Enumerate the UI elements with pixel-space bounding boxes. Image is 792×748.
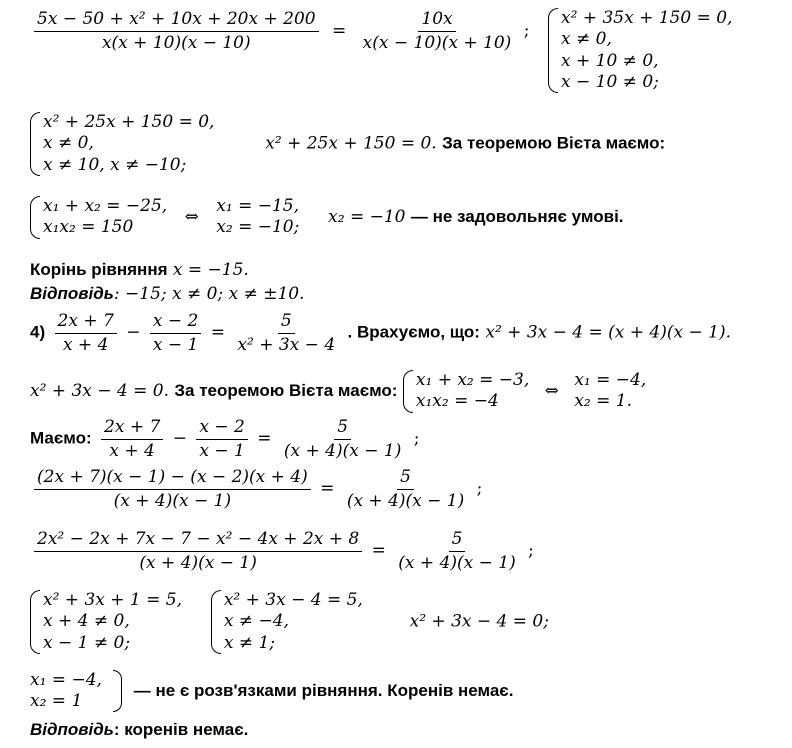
step-3-equation	[30, 530, 534, 572]
denominator: x + 4	[109, 440, 155, 461]
system-b	[211, 590, 363, 654]
system-line: x² + 3x + 1 = 5,	[43, 590, 182, 610]
have-label: Маємо:	[30, 428, 92, 448]
root-line: x₁ = −4,	[574, 370, 647, 390]
minus-sign: −	[172, 428, 187, 449]
denominator: x(x − 10)(x + 10)	[362, 32, 512, 53]
root-line: x₂ = 1	[30, 691, 83, 712]
vieta-block-2	[30, 370, 646, 413]
root-label: Корінь рівняння	[30, 260, 168, 279]
answer-text: : −15; x ≠ 0; x ≠ ±10.	[113, 284, 305, 304]
factorization-note: . Врахуємо, що:	[347, 322, 480, 342]
fraction	[196, 418, 247, 460]
left-brace	[403, 370, 413, 413]
fraction	[34, 468, 311, 510]
system-line: x² + 3x − 4 = 5,	[223, 590, 363, 610]
root-value: x = −15.	[172, 260, 249, 280]
system-line: x₁ + x₂ = −3,	[415, 370, 530, 390]
vieta-text: За теоремою Вієта маємо:	[174, 380, 398, 400]
roots	[216, 196, 299, 239]
system-line: x ≠ −4,	[223, 611, 289, 632]
conclusion-text: — не є розв'язками рівняння. Коренів немає.	[133, 680, 514, 700]
system-line: x ≠ 10, x ≠ −10;	[43, 154, 187, 175]
system-line: x₁ + x₂ = −25,	[43, 196, 168, 216]
part-number: 4)	[30, 322, 46, 342]
denominator: (x + 4)(x − 1)	[398, 552, 516, 573]
roots	[574, 370, 646, 413]
system-line: x − 10 ≠ 0;	[561, 71, 659, 92]
denominator: x + 4	[62, 334, 109, 355]
numerator: 2x + 7	[55, 312, 117, 334]
systems-row	[30, 590, 549, 654]
numerator: 5	[278, 312, 295, 334]
separator: ;	[476, 478, 483, 499]
minus-sign: −	[126, 322, 141, 343]
separator: ;	[528, 540, 534, 561]
equals-sign: =	[332, 20, 347, 41]
answer-1	[30, 284, 305, 304]
final-conclusion	[30, 670, 513, 713]
equals-sign: =	[257, 428, 272, 449]
denominator: x − 1	[199, 440, 245, 461]
equals-sign: =	[320, 478, 335, 499]
system-line: x + 10 ≠ 0,	[561, 50, 659, 71]
system-line: x² + 35x + 150 = 0,	[561, 8, 733, 28]
numerator: 5	[334, 418, 351, 440]
numerator: x − 2	[196, 418, 247, 440]
rejected-note: — не задовольняє умові.	[410, 206, 624, 226]
vieta-text: За теоремою Вієта маємо:	[442, 133, 666, 153]
right-brace	[113, 670, 122, 712]
equals-sign: =	[371, 540, 386, 561]
roots	[30, 670, 102, 713]
equation-block-3	[30, 196, 624, 239]
have-equation	[30, 418, 419, 460]
fraction	[34, 530, 362, 572]
vieta-system	[30, 196, 167, 239]
fraction	[344, 468, 467, 510]
system-a	[30, 590, 182, 654]
system-line: x ≠ 1;	[223, 632, 275, 653]
numerator: 5	[449, 530, 466, 552]
equation-block-1	[30, 10, 529, 52]
system-line: x + 4 ≠ 0,	[43, 611, 130, 632]
fraction-right	[360, 10, 515, 52]
fraction	[55, 312, 117, 354]
reduced-equation: x² + 3x − 4 = 0;	[409, 611, 549, 632]
denominator: (x + 4)(x − 1)	[283, 440, 402, 461]
fraction	[150, 312, 201, 354]
root-line: x₁ = −15,	[216, 196, 299, 216]
equals-sign: =	[210, 322, 225, 343]
left-brace	[30, 112, 40, 176]
denominator: x(x + 10)(x − 10)	[101, 32, 251, 53]
vieta-system	[403, 370, 529, 413]
root-line: x₂ = 1.	[574, 391, 633, 412]
system-1	[548, 8, 732, 93]
fraction	[281, 418, 404, 460]
system-line: x − 1 ≠ 0;	[43, 632, 131, 653]
system-2	[30, 112, 214, 176]
part-4-equation	[30, 312, 731, 354]
separator: ;	[413, 428, 420, 449]
denominator: (x + 4)(x − 1)	[113, 490, 232, 511]
numerator: 2x² − 2x + 7x − 7 − x² − 4x + 2x + 8	[34, 530, 362, 552]
denominator: (x + 4)(x − 1)	[139, 552, 257, 573]
factorization: x² + 3x − 4 = (x + 4)(x − 1).	[485, 322, 731, 343]
quadratic-equation: x² + 3x − 4 = 0.	[30, 380, 169, 401]
equivalence-arrow: ⇔	[184, 206, 199, 227]
answer-label: Відповідь	[30, 284, 114, 303]
left-brace	[548, 8, 558, 93]
denominator: (x + 4)(x − 1)	[346, 490, 465, 511]
fraction	[234, 312, 338, 354]
answer-text: : коренів немає.	[113, 720, 249, 739]
fraction-left	[34, 10, 319, 52]
numerator: 5x − 50 + x² + 10x + 20x + 200	[34, 10, 319, 32]
numerator: 5	[397, 468, 414, 490]
step-2-equation	[30, 468, 482, 510]
system-line: x₁x₂ = 150	[43, 217, 134, 238]
system-line: x² + 25x + 150 = 0,	[43, 112, 215, 132]
answer-label: Відповідь	[30, 720, 114, 739]
system-line: x ≠ 0,	[43, 133, 94, 154]
denominator: x − 1	[152, 334, 199, 355]
equation-block-2	[30, 112, 665, 176]
left-brace	[30, 590, 40, 654]
numerator: 2x + 7	[101, 418, 163, 440]
quadratic-equation: x² + 25x + 150 = 0.	[265, 133, 437, 154]
root-line: x₂ = −10;	[216, 217, 300, 238]
fraction	[101, 418, 163, 460]
left-brace	[30, 196, 40, 239]
system-line: x ≠ 0,	[561, 29, 612, 50]
numerator: x − 2	[150, 312, 201, 334]
root-line: x₁ = −4,	[30, 670, 102, 690]
answer-2	[30, 720, 248, 740]
fraction	[395, 530, 518, 572]
equivalence-arrow: ⇔	[544, 380, 559, 401]
root-line	[30, 260, 249, 280]
left-brace	[211, 590, 221, 654]
rejected-root: x₂ = −10	[328, 206, 406, 227]
denominator: x² + 3x − 4	[237, 334, 336, 355]
separator: ;	[523, 20, 530, 41]
system-line: x₁x₂ = −4	[415, 391, 499, 412]
numerator: 10x	[418, 10, 455, 32]
numerator: (2x + 7)(x − 1) − (x − 2)(x + 4)	[34, 468, 311, 490]
